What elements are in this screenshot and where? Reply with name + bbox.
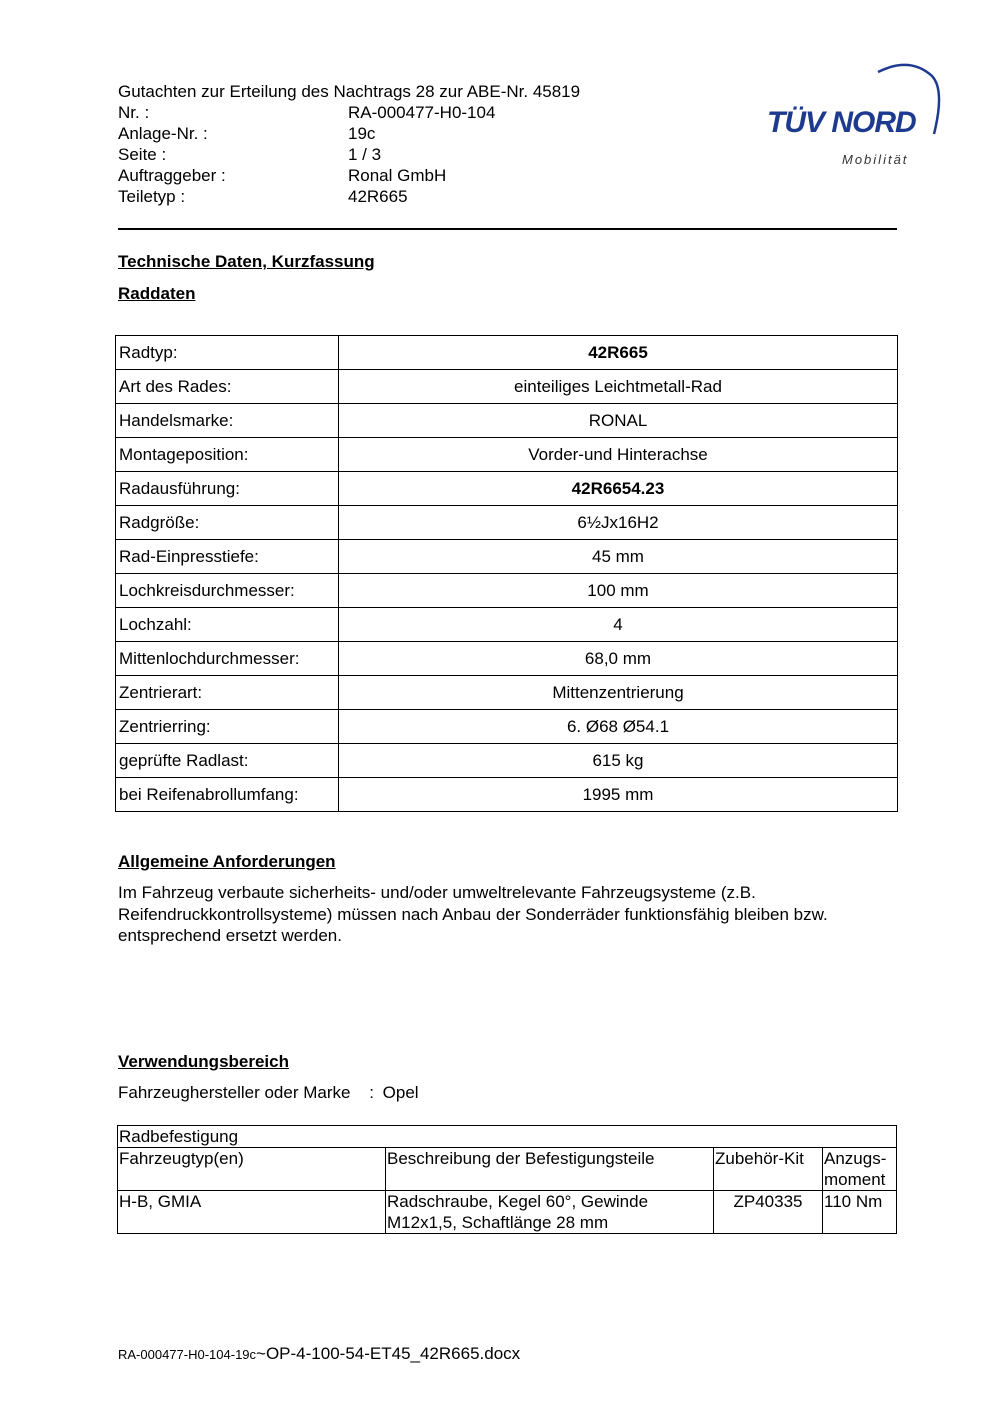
raddaten-value: Mittenzentrierung bbox=[339, 676, 898, 710]
column-header: Beschreibung der Befestigungsteile bbox=[386, 1148, 714, 1191]
raddaten-label: Lochkreisdurchmesser: bbox=[116, 574, 339, 608]
header-value: Ronal GmbH bbox=[348, 166, 447, 185]
document-title: Gutachten zur Erteilung des Nachtrags 28 zur ABE-Nr. 45819 bbox=[118, 82, 581, 101]
table-row bbox=[116, 676, 898, 710]
header-value: 1 / 3 bbox=[348, 145, 382, 164]
raddaten-label: Lochzahl: bbox=[116, 608, 339, 642]
raddaten-value: 42R665 bbox=[339, 336, 898, 370]
header-value: 42R665 bbox=[348, 187, 408, 206]
raddaten-value: 1995 mm bbox=[339, 778, 898, 812]
table-row bbox=[118, 1191, 897, 1234]
section-subtitle-raddaten: Raddaten bbox=[118, 284, 196, 303]
table-row bbox=[116, 370, 898, 404]
raddaten-label: bei Reifenabrollumfang: bbox=[116, 778, 339, 812]
section-title-allgemein: Allgemeine Anforderungen bbox=[118, 852, 336, 871]
table-row bbox=[116, 574, 898, 608]
table-row bbox=[116, 506, 898, 540]
table-row bbox=[116, 778, 898, 812]
hersteller-line bbox=[118, 1083, 419, 1103]
logo-wordmark: TÜV NORD bbox=[767, 106, 916, 139]
table-row bbox=[116, 642, 898, 676]
column-header: Anzugs-moment bbox=[823, 1148, 897, 1191]
raddaten-table bbox=[115, 335, 898, 812]
raddaten-value: 4 bbox=[339, 608, 898, 642]
hersteller-value: Opel bbox=[382, 1083, 419, 1102]
raddaten-label: Rad-Einpresstiefe: bbox=[116, 540, 339, 574]
section-title-technische-daten: Technische Daten, Kurzfassung bbox=[118, 252, 375, 271]
raddaten-value: RONAL bbox=[339, 404, 898, 438]
table-row bbox=[116, 438, 898, 472]
footer-prefix: RA-000477-H0-104-19c bbox=[118, 1347, 257, 1362]
header-label: Nr. : bbox=[118, 103, 150, 122]
raddaten-value: 42R6654.23 bbox=[339, 472, 898, 506]
raddaten-label: Radausführung: bbox=[116, 472, 339, 506]
radbefestigung-table bbox=[117, 1125, 897, 1234]
raddaten-label: Art des Rades: bbox=[116, 370, 339, 404]
section-title-verwendung: Verwendungsbereich bbox=[118, 1052, 289, 1071]
raddaten-value: 45 mm bbox=[339, 540, 898, 574]
header-field-teiletyp bbox=[118, 186, 495, 207]
header-label: Auftraggeber : bbox=[118, 166, 226, 185]
table-row bbox=[116, 540, 898, 574]
raddaten-value: 100 mm bbox=[339, 574, 898, 608]
header-label: Seite : bbox=[118, 145, 167, 164]
table-row bbox=[116, 336, 898, 370]
column-header: Fahrzeugtyp(en) bbox=[118, 1148, 386, 1191]
tuv-nord-logo bbox=[760, 58, 945, 170]
header-field-nr bbox=[118, 102, 495, 123]
raddaten-value: Vorder-und Hinterachse bbox=[339, 438, 898, 472]
raddaten-label: Radtyp: bbox=[116, 336, 339, 370]
raddaten-value: 68,0 mm bbox=[339, 642, 898, 676]
header-label: Anlage-Nr. : bbox=[118, 124, 208, 143]
header-field-auftraggeber bbox=[118, 165, 495, 186]
header-divider bbox=[118, 228, 897, 230]
header-fields bbox=[118, 102, 495, 207]
raddaten-value: 615 kg bbox=[339, 744, 898, 778]
table-row bbox=[116, 404, 898, 438]
table-caption-row bbox=[118, 1126, 897, 1148]
header-field-seite bbox=[118, 144, 495, 165]
raddaten-label: Mittenlochdurchmesser: bbox=[116, 642, 339, 676]
raddaten-label: Montageposition: bbox=[116, 438, 339, 472]
raddaten-value: 6. Ø68 Ø54.1 bbox=[339, 710, 898, 744]
table-row bbox=[116, 744, 898, 778]
raddaten-value: 6½Jx16H2 bbox=[339, 506, 898, 540]
raddaten-label: Zentrierring: bbox=[116, 710, 339, 744]
raddaten-label: Handelsmarke: bbox=[116, 404, 339, 438]
header-value: 19c bbox=[348, 124, 376, 143]
raddaten-label: geprüfte Radlast: bbox=[116, 744, 339, 778]
table-cell: H-B, GMIA bbox=[118, 1191, 386, 1234]
hersteller-separator: : bbox=[369, 1083, 374, 1102]
header-label: Teiletyp : bbox=[118, 187, 186, 206]
table-header-row bbox=[118, 1148, 897, 1191]
hersteller-label: Fahrzeughersteller oder Marke bbox=[118, 1083, 351, 1102]
table-row bbox=[116, 710, 898, 744]
footer-filename: ~OP-4-100-54-ET45_42R665.docx bbox=[256, 1344, 521, 1363]
raddaten-label: Radgröße: bbox=[116, 506, 339, 540]
footer bbox=[118, 1344, 520, 1364]
table-cell: ZP40335 bbox=[714, 1191, 823, 1234]
raddaten-value: einteiliges Leichtmetall-Rad bbox=[339, 370, 898, 404]
allgemein-text: Im Fahrzeug verbaute sicherheits- und/oder umweltrelevante Fahrzeugsysteme (z.B. Reifendruckkontrollsysteme) müssen nach Anbau der Sonderräder funktionsfähig bleiben bzw. entsprechend ersetzt werden. bbox=[118, 883, 828, 945]
column-header: Zubehör-Kit bbox=[714, 1148, 823, 1191]
table-caption: Radbefestigung bbox=[118, 1126, 897, 1148]
raddaten-label: Zentrierart: bbox=[116, 676, 339, 710]
header-value: RA-000477-H0-104 bbox=[348, 103, 496, 122]
header-field-anlage bbox=[118, 123, 495, 144]
table-cell: Radschraube, Kegel 60°, Gewinde M12x1,5, Schaftlänge 28 mm bbox=[386, 1191, 714, 1234]
logo-subtitle: Mobilität bbox=[842, 152, 909, 167]
table-row bbox=[116, 472, 898, 506]
table-cell: 110 Nm bbox=[823, 1191, 897, 1234]
table-row bbox=[116, 608, 898, 642]
